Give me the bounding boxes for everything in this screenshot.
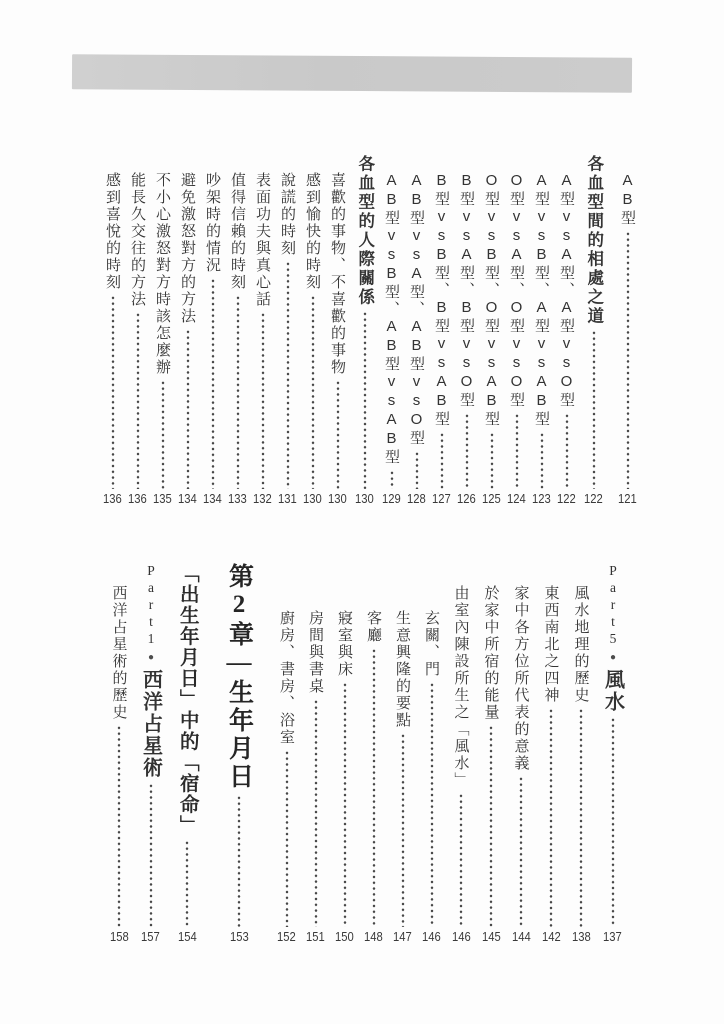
dot-leader bbox=[314, 699, 318, 927]
toc-entry bbox=[275, 155, 300, 507]
dot-leader bbox=[311, 295, 315, 489]
toc-entry bbox=[417, 563, 446, 945]
dot-leader bbox=[186, 329, 190, 489]
toc-entry-title: AB型 bbox=[619, 172, 636, 227]
toc-entry bbox=[350, 155, 379, 507]
toc-entry-title: 不小心激怒對方時該怎麼辦 bbox=[154, 172, 171, 376]
dot-leader bbox=[519, 776, 523, 927]
dot-leader bbox=[285, 750, 289, 927]
dot-leader bbox=[459, 793, 463, 927]
toc-entry-title: 廚房、書房、浴室 bbox=[278, 610, 295, 746]
toc-entry bbox=[579, 155, 608, 507]
toc-entry bbox=[104, 563, 134, 945]
toc-entry bbox=[504, 155, 529, 507]
toc-entry bbox=[200, 155, 225, 507]
dot-leader bbox=[592, 330, 596, 489]
dot-leader bbox=[117, 725, 121, 927]
toc-entry-title: 感到愉快的時刻 bbox=[304, 172, 321, 291]
toc-entry bbox=[479, 155, 504, 507]
toc-entry bbox=[215, 563, 263, 945]
page-number: 122 bbox=[557, 492, 576, 506]
page-number: 123 bbox=[532, 492, 551, 506]
dot-leader bbox=[236, 295, 240, 489]
toc-entry-title: B型vsB型、B型vsAB型 bbox=[433, 172, 450, 428]
page-number: 129 bbox=[382, 492, 401, 506]
page-number: 146 bbox=[422, 930, 441, 944]
toc-entry-title: A型vsA型、A型vsO型 bbox=[558, 172, 575, 409]
toc-entry-title: 於家中所宿的能量 bbox=[482, 585, 500, 721]
page-number: 145 bbox=[481, 930, 501, 944]
dot-leader bbox=[286, 261, 290, 489]
toc-entry-title: 說謊的時刻 bbox=[279, 172, 296, 257]
toc-entry-title: 玄關、門 bbox=[423, 610, 440, 678]
toc-entry bbox=[615, 155, 640, 507]
page-number: 142 bbox=[541, 930, 561, 944]
toc-entry bbox=[167, 563, 207, 945]
dot-leader bbox=[565, 413, 569, 489]
part-title-cjk: 西洋占星術 bbox=[139, 669, 162, 779]
toc-section-fengshui-astrology bbox=[104, 563, 629, 945]
dot-leader bbox=[489, 725, 493, 927]
part-title-cjk: 風水 bbox=[601, 669, 624, 713]
toc-entry bbox=[379, 155, 404, 507]
page-number: 126 bbox=[457, 492, 476, 506]
page-number: 130 bbox=[328, 492, 347, 506]
toc-entry bbox=[175, 155, 200, 507]
dot-leader bbox=[136, 312, 140, 489]
toc-entry-title: 房間與書桌 bbox=[307, 610, 324, 695]
toc-entry bbox=[388, 563, 417, 945]
dot-leader bbox=[465, 413, 469, 489]
page-number: 137 bbox=[603, 930, 622, 944]
page-number: 128 bbox=[407, 492, 426, 506]
toc-entry bbox=[272, 563, 301, 945]
page-number: 134 bbox=[178, 492, 197, 506]
page-number: 121 bbox=[618, 492, 637, 506]
dot-leader bbox=[185, 840, 189, 927]
toc-entry-title: 避免激怒對方的方法 bbox=[179, 172, 196, 325]
toc-entry bbox=[476, 563, 506, 945]
toc-entry bbox=[506, 563, 536, 945]
dot-leader bbox=[343, 682, 347, 927]
toc-entry-title: 風水地理的歷史 bbox=[572, 585, 590, 704]
dot-leader bbox=[111, 295, 115, 489]
toc-entry bbox=[250, 155, 275, 507]
toc-entry-title: 西洋占星術的歷史 bbox=[110, 585, 128, 721]
page-number: 131 bbox=[278, 492, 297, 506]
dot-leader bbox=[490, 432, 494, 489]
dot-leader bbox=[540, 432, 544, 489]
toc-entry bbox=[150, 155, 175, 507]
page-number: 125 bbox=[482, 492, 501, 506]
toc-entry bbox=[330, 563, 359, 945]
page-number: 147 bbox=[393, 930, 412, 944]
toc-entry-title: 吵架時的情況 bbox=[204, 172, 221, 274]
dot-leader bbox=[237, 795, 241, 927]
toc-entry bbox=[446, 563, 476, 945]
toc-entry-title: AB型vsB型、AB型vsAB型 bbox=[383, 172, 400, 466]
dot-leader bbox=[626, 231, 630, 489]
dot-leader bbox=[549, 708, 553, 927]
toc-entry-title: B型vsA型、B型vsO型 bbox=[458, 172, 475, 409]
toc-entry-title: A型vsB型、A型vsAB型 bbox=[533, 172, 550, 428]
part-bullet-icon: ● bbox=[607, 652, 619, 665]
page-number: 146 bbox=[451, 930, 471, 944]
page-number: 152 bbox=[277, 930, 296, 944]
page-number: 158 bbox=[109, 930, 129, 944]
page-number: 150 bbox=[335, 930, 354, 944]
dot-leader bbox=[390, 470, 394, 489]
part-label-latin: Part5 bbox=[605, 563, 621, 648]
toc-entry-title: 能長久交往的方法 bbox=[129, 172, 146, 308]
toc-entry bbox=[300, 155, 325, 507]
toc-entry-title: O型vsA型、O型vsO型 bbox=[508, 172, 525, 409]
toc-entry bbox=[536, 563, 566, 945]
page-number: 157 bbox=[141, 930, 160, 944]
toc-entry-title: AB型vsA型、AB型vsO型 bbox=[408, 172, 425, 447]
page-number: 151 bbox=[306, 930, 325, 944]
dot-leader bbox=[430, 682, 434, 927]
page-number: 134 bbox=[203, 492, 222, 506]
part-label-latin: Part1 bbox=[143, 563, 159, 648]
toc-entry bbox=[554, 155, 579, 507]
dot-leader bbox=[161, 380, 165, 489]
dot-leader bbox=[149, 783, 153, 927]
toc-entry bbox=[225, 155, 250, 507]
dot-leader bbox=[515, 413, 519, 489]
dot-leader bbox=[415, 451, 419, 489]
toc-entry bbox=[325, 155, 350, 507]
toc-entry-title: 東西南北之四神 bbox=[542, 585, 560, 704]
toc-entry-title: O型vsB型、O型vsAB型 bbox=[483, 172, 500, 428]
toc-entry bbox=[134, 563, 167, 945]
toc-entry-title bbox=[141, 563, 161, 779]
toc-entry bbox=[429, 155, 454, 507]
dot-leader bbox=[611, 717, 615, 927]
toc-section-blood-types bbox=[100, 155, 640, 507]
dot-leader bbox=[440, 432, 444, 489]
page-number: 132 bbox=[253, 492, 272, 506]
toc-entry bbox=[100, 155, 125, 507]
toc-entry bbox=[301, 563, 330, 945]
page-number: 148 bbox=[364, 930, 383, 944]
page-number: 124 bbox=[507, 492, 526, 506]
page-number: 133 bbox=[228, 492, 247, 506]
page-number: 127 bbox=[432, 492, 451, 506]
toc-entry-title: 感到喜悅的時刻 bbox=[104, 172, 121, 291]
page-number: 135 bbox=[153, 492, 172, 506]
dot-leader bbox=[363, 311, 367, 489]
toc-entry-title bbox=[603, 563, 623, 713]
toc-entry bbox=[566, 563, 596, 945]
toc-entry-title: 客廳 bbox=[365, 610, 382, 644]
page-number: 130 bbox=[355, 492, 374, 506]
toc-entry-title: 第2章—生年月日 bbox=[225, 563, 253, 791]
part-bullet-icon: ● bbox=[145, 652, 157, 665]
toc-entry-title: 「出生年月日」中的「宿命」 bbox=[176, 563, 198, 836]
dot-leader bbox=[372, 648, 376, 927]
page-number: 136 bbox=[103, 492, 122, 506]
page-number: 144 bbox=[511, 930, 531, 944]
dot-leader bbox=[579, 708, 583, 927]
page-number: 122 bbox=[584, 492, 603, 506]
toc-entry bbox=[359, 563, 388, 945]
scan-gray-bar bbox=[72, 54, 632, 92]
page-number: 136 bbox=[128, 492, 147, 506]
page-number: 138 bbox=[571, 930, 591, 944]
page-number: 154 bbox=[177, 930, 197, 944]
toc-entry bbox=[404, 155, 429, 507]
toc-entry-title: 值得信賴的時刻 bbox=[229, 172, 246, 291]
toc-entry bbox=[125, 155, 150, 507]
toc-entry-title: 由室內陳設所生之「風水」 bbox=[452, 585, 470, 789]
page-number: 130 bbox=[303, 492, 322, 506]
toc-entry bbox=[529, 155, 554, 507]
dot-leader bbox=[211, 278, 215, 489]
toc-entry-title: 表面功夫與真心話 bbox=[254, 172, 271, 308]
toc-entry-title: 各血型的人際關係 bbox=[355, 155, 374, 307]
toc-entry-title: 寢室與床 bbox=[336, 610, 353, 678]
toc-entry bbox=[454, 155, 479, 507]
dot-leader bbox=[261, 312, 265, 489]
toc-entry-title: 喜歡的事物、不喜歡的事物 bbox=[329, 172, 346, 376]
dot-leader bbox=[336, 380, 340, 489]
toc-entry-title: 生意興隆的要點 bbox=[394, 610, 411, 729]
toc-entry-title: 各血型間的相處之道 bbox=[584, 155, 603, 326]
dot-leader bbox=[401, 733, 405, 927]
toc-entry-title: 家中各方位所代表的意義 bbox=[512, 585, 530, 772]
page-number: 153 bbox=[229, 930, 249, 944]
toc-entry bbox=[596, 563, 629, 945]
